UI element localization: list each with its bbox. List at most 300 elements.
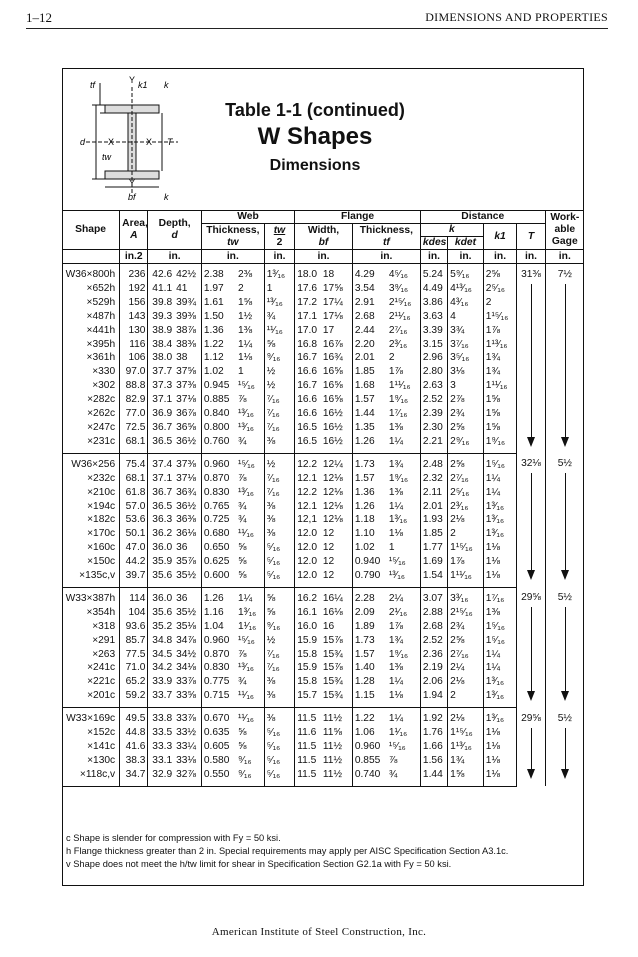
table-row [62,740,584,754]
cell-value: 36.3 [148,513,174,527]
cell-value: 12.2 [295,486,321,500]
cell-value: 1.93 [420,513,447,527]
cell-value: 2.32 [420,472,447,486]
cell-value: 1³⁄₁₆ [483,708,517,726]
cell-value: 2.52 [420,634,447,648]
table-row [62,310,584,324]
cell-value: 0.840 [201,407,236,421]
cell-value: 2.80 [420,365,447,379]
cell-value: 0.960 [201,453,236,471]
cell-value: ¹⁵⁄₁₆ [237,634,255,646]
cell-value: 2.44 [352,324,387,338]
cell-value: 1⅜ [483,606,517,620]
cell-value: 47.0 [120,541,148,555]
t-label: T [167,137,173,147]
table-row [62,569,584,587]
cell-value: 0.855 [352,754,387,768]
cell-value: ⅝ [264,587,294,605]
shape-designation: ×282c [87,394,116,406]
cell-value: 12⅛ [322,514,343,526]
cell-value: 1⅛ [483,754,517,768]
cell-value: 33¼ [176,741,196,752]
k-bottom-label: k [164,192,169,202]
shape-designation: ×130c [87,754,116,766]
cell-value: ⁷⁄₁₆ [264,393,294,407]
cell-value: 41 [176,282,188,294]
cell-value: 1¼ [237,592,253,604]
cell-value: 0.650 [201,541,236,555]
cell-value: 1⅝ [483,421,517,435]
table-row [62,338,584,352]
cell-value: 1 [237,366,244,378]
cell-value: ⁵⁄₁₆ [264,569,294,587]
cell-value: 59.2 [120,689,148,707]
cell-value: 0.870 [201,648,236,662]
shape-designation: ×487h [86,310,116,322]
cell-value: ⁵⁄₁₆ [264,555,294,569]
cell-value: 2⅝ [448,421,484,435]
cell-value: 34⅞ [176,634,196,646]
cell-value: 38.9 [148,324,174,338]
cell-value: 93.6 [120,620,148,634]
cell-value: ¾ [237,514,247,526]
cell-value: ⁵⁄₁₆ [264,768,294,786]
cell-value: 2⅛ [448,675,484,689]
cell-value: 36.7 [148,486,174,500]
cell-value: 4.49 [420,282,447,296]
cell-value: 1.26 [352,435,387,453]
cell-value: 0.885 [201,393,236,407]
cell-value: 1⅝ [483,393,517,407]
cell-value: 2.28 [352,587,387,605]
cell-value: 16.7 [295,351,321,365]
cell-value: 35.9 [148,555,174,569]
cell-value: 16¾ [322,352,343,364]
cell-value: 88.8 [120,379,148,393]
cell-value: 12.1 [295,472,321,486]
cell-value: 2.36 [420,648,447,662]
cell-value: 12¼ [322,458,343,470]
table-row [62,634,584,648]
cell-value: 2¼ [388,592,404,604]
cell-value: 3.07 [420,587,447,605]
cell-value: 1¾ [388,458,404,470]
cell-value: 65.2 [120,675,148,689]
cell-value: ¹³⁄₁₆ [237,408,255,420]
cell-value: 37.1 [148,472,174,486]
units-row [62,250,584,264]
w-shapes-table [62,210,584,787]
cell-value: 2¹¹⁄₁₆ [388,310,411,322]
cell-value: 1.04 [201,620,236,634]
cell-value: 2.48 [420,453,447,471]
cell-value: 16.6 [295,407,321,421]
cell-value: 53.6 [120,513,148,527]
table-row [62,606,584,620]
cell-value: 2³⁄₁₆ [388,338,408,350]
cell-value: 12⅛ [322,472,343,484]
table-row [62,648,584,662]
cell-value: 1.76 [420,726,447,740]
cell-value: 16⅞ [322,338,343,350]
cell-value: 2⅜ [237,269,253,280]
table-row [62,472,584,486]
cell-value: 2⅞ [448,393,484,407]
cell-value: 35½ [176,606,196,618]
cell-value: 36⅜ [176,514,196,526]
cell-value: 1 [388,542,395,554]
T-value-cell [517,453,545,587]
cell-value: 1¼ [483,648,517,662]
gage-value-cell [545,453,584,587]
cell-value: ⁷⁄₁₆ [264,407,294,421]
cell-value: 33.1 [148,754,174,768]
shape-designation: ×318 [92,620,116,632]
cell-value: 34½ [176,648,196,660]
cell-value: 50.1 [120,527,148,541]
cell-value: 37.7 [148,365,174,379]
cell-value: 1.97 [201,282,236,296]
cell-value: ⅜ [264,675,294,689]
cell-value: 15¾ [321,689,352,707]
cell-value: 1.26 [352,500,387,514]
cell-value: 15⅞ [322,634,343,646]
col-k: k [420,224,483,237]
cell-value: 1.85 [352,365,387,379]
cell-value: 41.6 [120,740,148,754]
cell-value: 1.73 [352,453,387,471]
cell-value: 12.0 [295,569,321,587]
cell-value: 1.57 [352,393,387,407]
cell-value: 1¼ [237,338,253,350]
cell-value: 2 [483,296,517,310]
cell-value: 12 [322,556,335,568]
cell-value: 32⅞ [174,768,201,786]
cell-value: 15¾ [322,676,343,688]
cell-value: ⅝ [237,727,247,739]
gage-value: 5½ [557,592,572,604]
cell-value: 1⅛ [483,541,517,555]
cell-value: 2⅝ [448,453,484,471]
y-top-label: Y [129,75,136,85]
cell-value: 11.5 [295,708,321,726]
cell-value: 1.22 [352,708,387,726]
cell-value: 33.5 [148,726,174,740]
cell-value: 1³⁄₁₆ [237,606,257,618]
cell-value: ¹³⁄₁₆ [237,421,255,433]
cell-value: 104 [120,606,148,620]
shape-designation: ×160c [87,542,116,554]
shape-designation: ×241c [87,662,116,674]
cell-value: 17.1 [295,310,321,324]
cell-value: 37⅜ [176,380,196,392]
cell-value: 37.4 [148,453,174,471]
cell-value: 1¹⁄₁₆ [388,727,408,739]
gage-value: 5½ [557,458,572,470]
footnote-h: h Flange thickness greater than 2 in. Special requirements may apply per AISC Specification Section A3.1c. [66,846,509,856]
cell-value: 2⅛ [448,513,484,527]
down-arrow-icon [519,726,542,780]
col-T: T [517,224,545,250]
unit-web-thk: in. [201,250,264,264]
cell-value: 1⅛ [483,569,517,587]
cell-value: 1.16 [201,606,236,620]
cell-value: 16.6 [295,365,321,379]
cell-value: 11.5 [295,768,321,786]
cell-value: 68.1 [120,472,148,486]
cell-value: 1.36 [352,486,387,500]
cell-value: 1.28 [352,675,387,689]
cell-value: 16.8 [295,338,321,352]
cell-value: 38.4 [148,338,174,352]
shape-designation: ×150c [87,556,116,568]
cell-value: 1.40 [352,661,387,675]
cell-value: 3.39 [420,324,447,338]
shape-designation: ×247c [87,421,116,433]
cell-value: 35.6 [148,569,174,587]
cell-value: 0.790 [352,569,387,587]
cell-value: 3⁷⁄₁₆ [448,338,484,352]
table-row [62,768,584,786]
cell-value: ⅝ [264,606,294,620]
cell-value: 1¹⁵⁄₁₆ [483,310,517,324]
cell-value: 75.4 [120,453,148,471]
cell-value: 36½ [176,500,196,512]
footnotes [66,832,508,871]
cell-value: 1⅞ [448,555,484,569]
cell-value: 0.725 [201,513,236,527]
cell-value: ¾ [236,435,264,453]
cell-value: 16¼ [322,592,343,604]
cell-value: 18 [322,269,335,280]
cell-value: 4¹³⁄₁₆ [448,282,484,296]
shape-group [62,587,584,707]
table-title-block [200,100,430,175]
cell-value: ¹¹⁄₁₆ [236,689,264,707]
cell-value: 35½ [174,569,201,587]
table-number: Table 1-1 (continued) [225,100,405,120]
cell-value: 15¾ [322,648,343,660]
cell-value: 1.57 [352,648,387,662]
shape-designation: ×201c [62,689,120,707]
cell-value: 12.1 [295,500,321,514]
col-depth: Depth, d [148,211,201,250]
table-subtitle: Dimensions [269,157,361,174]
cell-value: 36 [176,542,188,554]
cell-value: 1⅞ [483,324,517,338]
bf-label: bf [128,192,136,202]
cell-value: 1.66 [420,740,447,754]
cell-value: ¹¹⁄₁₆ [237,713,255,725]
cell-value: 1⅛ [388,528,404,540]
cell-value: 11⅝ [322,727,342,739]
cell-value: 16.2 [295,587,321,605]
cell-value: 2.91 [352,296,387,310]
cell-value: ⁵⁄₁₆ [264,740,294,754]
y-bottom-label: Y [129,178,136,188]
cell-value: 49.5 [120,708,148,726]
cell-value: ⁷⁄₁₆ [264,648,294,662]
cell-value: 130 [120,324,148,338]
cell-value: ¹⁵⁄₁₆ [237,458,255,470]
down-arrow-icon [548,605,582,700]
shape-designation: ×262c [87,408,116,420]
cell-value: 0.680 [201,527,236,541]
cell-value: 12⅛ [322,500,343,512]
cell-value: ⅜ [264,708,294,726]
cell-value: 2.63 [420,379,447,393]
cell-value: 1.44 [352,407,387,421]
col-shape: Shape [62,211,120,250]
cell-value: 2.96 [420,351,447,365]
cell-value: ¹⁵⁄₁₆ [388,741,406,752]
tw-label: tw [102,152,111,162]
cell-value: 0.605 [201,740,236,754]
cell-value: 1.26 [201,587,236,605]
T-value-cell [517,587,545,707]
cell-value: ⁹⁄₁₆ [264,620,294,634]
cell-value: 1⅛ [483,726,517,740]
shape-designation: ×291 [92,634,116,646]
cell-value: ⅝ [237,741,247,752]
cell-value: 1.50 [201,310,236,324]
cell-value: 1.94 [420,689,447,707]
cell-value: 85.7 [120,634,148,648]
gage-value-cell [545,708,584,787]
cell-value: 1.18 [352,513,387,527]
table-row [62,324,584,338]
cell-value: 0.580 [201,754,236,768]
unit-T: in. [517,250,545,264]
cell-value: ⁹⁄₁₆ [236,768,264,786]
cell-value: 1¾ [448,754,484,768]
cell-value: 1¹¹⁄₁₆ [483,379,517,393]
cell-value: 0.625 [201,555,236,569]
cell-value: 33⅞ [176,676,196,688]
cell-value: 1.69 [420,555,447,569]
cell-value: 1⅞ [388,366,404,378]
unit-k1: in. [483,250,517,264]
unit-fl-thk: in. [352,250,420,264]
footnote-c: c Shape is slender for compression with Fy = 50 ksi. [66,833,281,843]
cell-value: 15⅞ [322,662,343,674]
cell-value: 2.52 [420,393,447,407]
cell-value: 1⅞ [388,620,404,632]
col-kdet: kdet [448,237,484,250]
cell-value: 16⅛ [322,606,343,618]
cell-value: 1⁵⁄₁₆ [483,620,517,634]
cell-value: 1¼ [388,500,404,512]
cell-value: 2¼ [448,661,484,675]
cell-value: 2⁵⁄₁₆ [448,486,484,500]
shape-designation: W36×800h [65,269,116,280]
cell-value: 11½ [321,768,352,786]
cell-value: ⅝ [264,338,294,352]
cell-value: 1¼ [387,435,421,453]
shape-designation: ×263 [92,648,116,660]
unit-area: in.2 [120,250,148,264]
cell-value: 2.01 [420,500,447,514]
cell-value: 1¹⁵⁄₁₆ [448,541,484,555]
cell-value: 38⅜ [176,338,196,350]
k-label: k [164,80,169,90]
cell-value: 38.0 [148,351,174,365]
cell-value: 1⁷⁄₁₆ [388,408,408,420]
cell-value: 17¼ [322,296,343,308]
shape-designation: ×354h [86,606,116,618]
cell-value: 4.29 [352,264,387,282]
cell-value: 17.0 [295,324,321,338]
col-web-thickness: Thickness, tw [201,224,264,250]
table-row [62,754,584,768]
cell-value: ¹³⁄₁₆ [237,662,255,674]
cell-value: ⅝ [236,569,264,587]
cell-value: 18.0 [295,264,321,282]
cell-value: 236 [120,264,148,282]
cell-value: 2³⁄₁₆ [448,500,484,514]
tf-label: tf [90,80,96,90]
cell-value: 2 [237,282,244,294]
x-left-label: X [108,137,115,147]
cell-value: 1¹⁵⁄₁₆ [448,726,484,740]
cell-value: 1³⁄₁₆ [264,264,294,282]
cell-value: 11½ [322,741,342,752]
down-arrow-icon [519,605,542,700]
cell-value: 33½ [176,727,196,739]
shape-designation: W33×387h [65,592,116,604]
cell-value: ⅞ [237,472,247,484]
cell-value: 2⁷⁄₁₆ [448,472,484,486]
cell-value: 1¹⁄₁₆ [237,620,257,632]
cell-value: 11.5 [295,740,321,754]
table-row [62,726,584,740]
cell-value: 1.56 [420,754,447,768]
cell-value: 1.15 [352,689,387,707]
gage-value: 7½ [557,269,572,280]
cell-value: 15.8 [295,675,321,689]
cell-value: 1.61 [201,296,236,310]
cell-value: 11½ [322,754,342,766]
table-row [62,587,584,605]
cell-value: 12 [322,528,335,540]
T-value: 29⅝ [521,712,541,724]
cell-value: 36⅛ [176,528,196,540]
cell-value: 36.2 [148,527,174,541]
cell-value: ⅞ [388,754,398,766]
cell-value: 82.9 [120,393,148,407]
table-row [62,407,584,421]
shape-designation: ×441h [86,324,116,336]
cell-value: 2.11 [420,486,447,500]
cell-value: 114 [120,587,148,605]
cell-value: 37.1 [148,393,174,407]
cell-value: 36.0 [148,541,174,555]
cell-value: 3.54 [352,282,387,296]
cell-value: ⁷⁄₁₆ [264,486,294,500]
cell-value: 77.5 [120,648,148,662]
cell-value: 106 [120,351,148,365]
cell-value: 1.10 [352,527,387,541]
section-title: DIMENSIONS AND PROPERTIES [425,10,608,24]
cell-value: 34.5 [148,648,174,662]
cell-value: 1.73 [352,634,387,648]
cell-value: 34.8 [148,634,174,648]
table-row [62,393,584,407]
shape-designation: ×221c [87,676,116,688]
cell-value: ⁷⁄₁₆ [264,472,294,486]
table-header [62,211,584,264]
cell-value: 1⅝ [237,296,253,308]
